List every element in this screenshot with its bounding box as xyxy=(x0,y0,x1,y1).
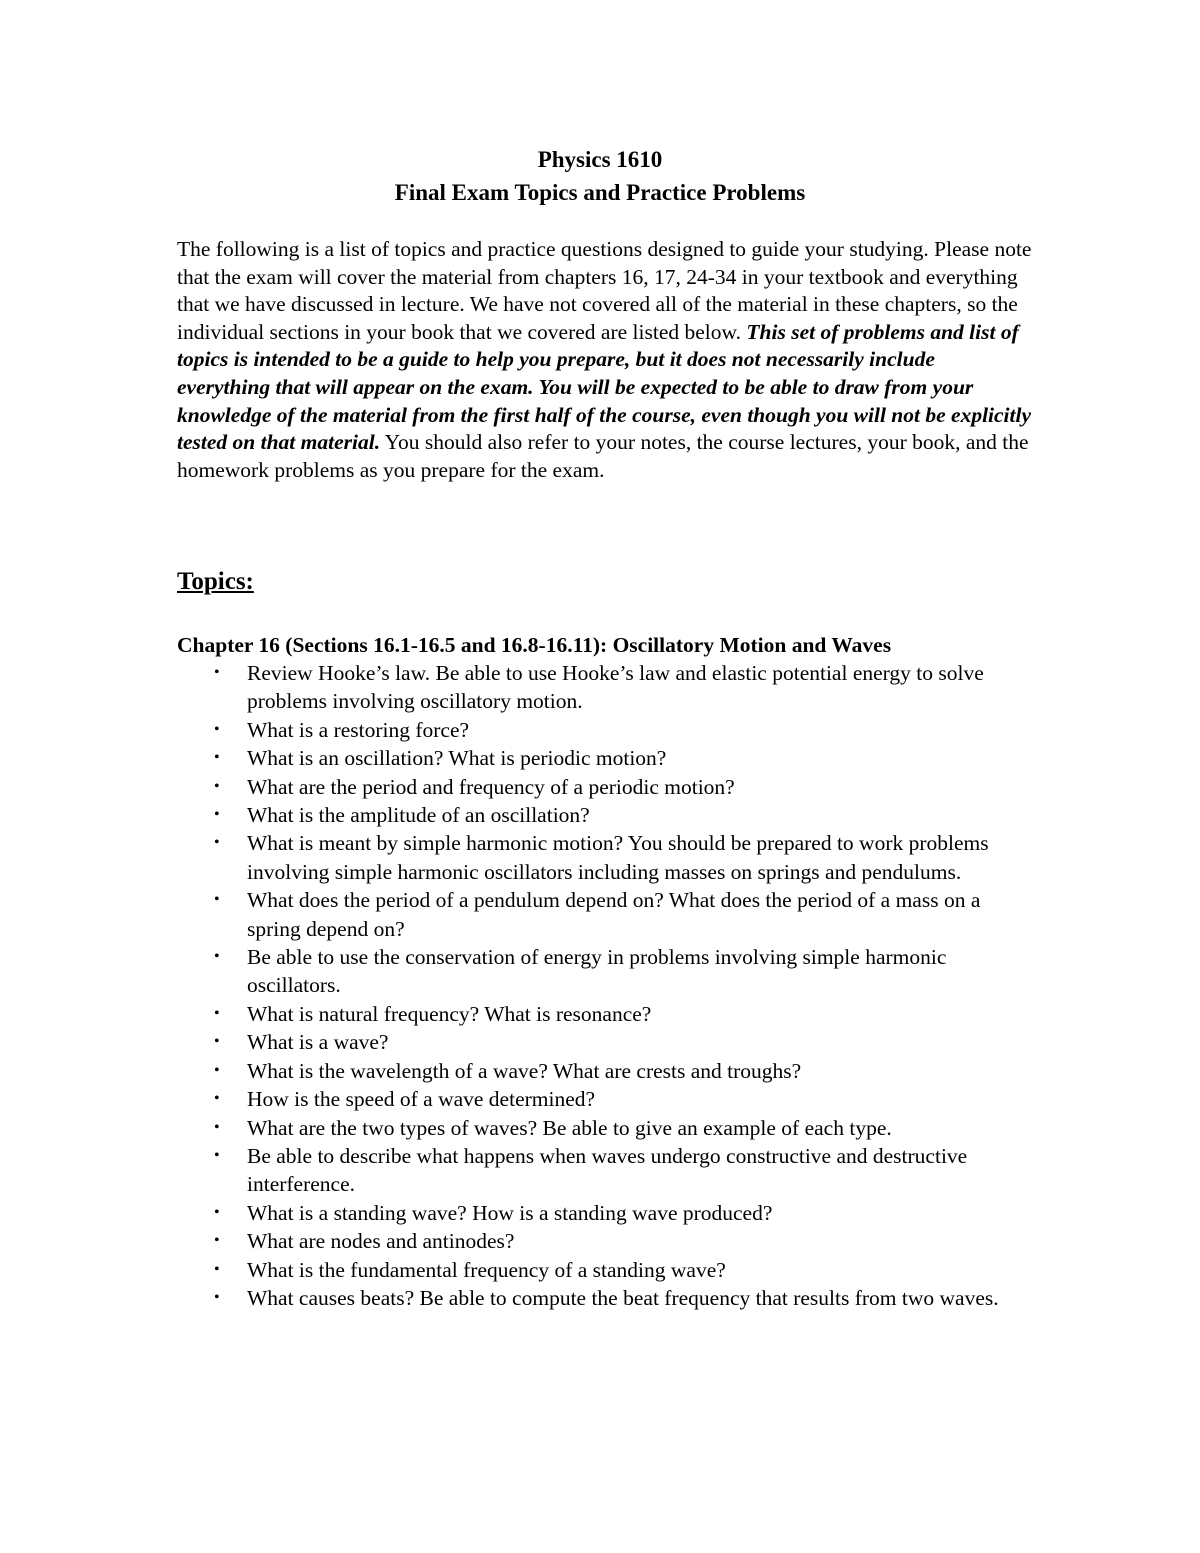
list-item xyxy=(177,1028,1037,1056)
list-item xyxy=(177,716,1037,744)
list-item xyxy=(177,1057,1037,1085)
list-item xyxy=(177,886,1037,943)
list-item xyxy=(177,773,1037,801)
list-item-text: What is the wavelength of a wave? What are crests and troughs? xyxy=(247,1058,802,1083)
bullet-icon: • xyxy=(214,1260,220,1278)
list-item xyxy=(177,1227,1037,1255)
bullet-icon: • xyxy=(214,806,220,824)
list-item xyxy=(177,1085,1037,1113)
bullet-icon: • xyxy=(214,1033,220,1051)
list-item-text: How is the speed of a wave determined? xyxy=(247,1087,596,1112)
intro-emphasis: This set of problems and list of topics is intended to be a guide to help you prepare, but it does not necessarily include everything that will appear on the exam. You will be expected to be able to draw from your knowledge of the material from the first half of the course, even though you will not be explicitly tested on that material. xyxy=(177,319,1032,455)
bullet-icon: • xyxy=(214,1232,220,1250)
list-item-text: What is a restoring force? xyxy=(247,717,470,742)
list-item xyxy=(177,1142,1037,1199)
list-item-text: What are the two types of waves? Be able to give an example of each type. xyxy=(247,1115,892,1140)
title-block xyxy=(0,143,1200,209)
list-item xyxy=(177,1114,1037,1142)
list-item-text: What does the period of a pendulum depend on? What does the period of a mass on a spring depend on? xyxy=(247,888,981,941)
chapter-16-heading: Chapter 16 (Sections 16.1-16.5 and 16.8-16.11): Oscillatory Motion and Waves xyxy=(177,633,892,657)
list-item xyxy=(177,1256,1037,1284)
intro-text-2: You should also refer to your notes, the course lectures, your book, and the homework problems as you prepare for the exam. xyxy=(177,430,1029,482)
list-item-text: Be able to use the conservation of energy in problems involving simple harmonic oscillators. xyxy=(247,945,947,998)
chapter-16-topic-list xyxy=(177,659,1037,1312)
list-item xyxy=(177,943,1037,1000)
bullet-icon: • xyxy=(214,777,220,795)
bullet-icon: • xyxy=(214,891,220,909)
list-item-text: What causes beats? Be able to compute the beat frequency that results from two waves. xyxy=(247,1285,999,1310)
list-item xyxy=(177,1199,1037,1227)
bullet-icon: • xyxy=(214,749,220,767)
list-item-text: What are the period and frequency of a periodic motion? xyxy=(247,774,735,799)
list-item-text: What is an oscillation? What is periodic motion? xyxy=(247,746,667,771)
list-item-text: What is the fundamental frequency of a standing wave? xyxy=(247,1257,726,1282)
bullet-icon: • xyxy=(214,664,220,681)
list-item xyxy=(177,829,1037,886)
document-subtitle: Final Exam Topics and Practice Problems xyxy=(394,180,806,205)
bullet-icon: • xyxy=(214,1061,220,1079)
list-item-text: What is natural frequency? What is resonance? xyxy=(247,1001,652,1026)
bullet-icon: • xyxy=(214,720,220,738)
list-item-text: Review Hooke’s law. Be able to use Hooke’s law and elastic potential energy to solve problems involving oscillatory motion. xyxy=(247,661,984,714)
list-item xyxy=(177,659,1037,716)
list-item-text: What are nodes and antinodes? xyxy=(247,1229,515,1254)
list-item xyxy=(177,801,1037,829)
bullet-icon: • xyxy=(214,1288,220,1306)
list-item-text: What is a standing wave? How is a standing wave produced? xyxy=(247,1200,773,1225)
list-item-text: What is meant by simple harmonic motion? You should be prepared to work problems involving simple harmonic oscillators including masses on springs and pendulums. xyxy=(247,831,989,884)
list-item-text: What is the amplitude of an oscillation? xyxy=(247,803,590,828)
document-title: Physics 1610 xyxy=(537,147,663,172)
list-item-text: What is a wave? xyxy=(247,1030,389,1055)
list-item xyxy=(177,744,1037,772)
bullet-icon: • xyxy=(214,834,220,852)
intro-paragraph xyxy=(177,236,1032,484)
bullet-icon: • xyxy=(214,1004,220,1022)
bullet-icon: • xyxy=(214,1118,220,1136)
list-item xyxy=(177,1284,1037,1312)
list-item-text: Be able to describe what happens when waves undergo constructive and destructive interference. xyxy=(247,1143,968,1197)
list-item xyxy=(177,1000,1037,1028)
bullet-icon: • xyxy=(214,1090,220,1108)
bullet-icon: • xyxy=(214,1203,220,1221)
intro-text-1: The following is a list of topics and practice questions designed to guide your studying. Please note that the exam will cover the material from chapters 16, 17, 24-34 in your textbook and everything that we have discussed in lecture. We have not covered all of the material in these chapters, so the individual sections in your book that we covered are listed below. xyxy=(177,237,1032,344)
bullet-icon: • xyxy=(214,1146,220,1164)
topics-heading: Topics: xyxy=(177,568,254,595)
bullet-icon: • xyxy=(214,948,220,966)
